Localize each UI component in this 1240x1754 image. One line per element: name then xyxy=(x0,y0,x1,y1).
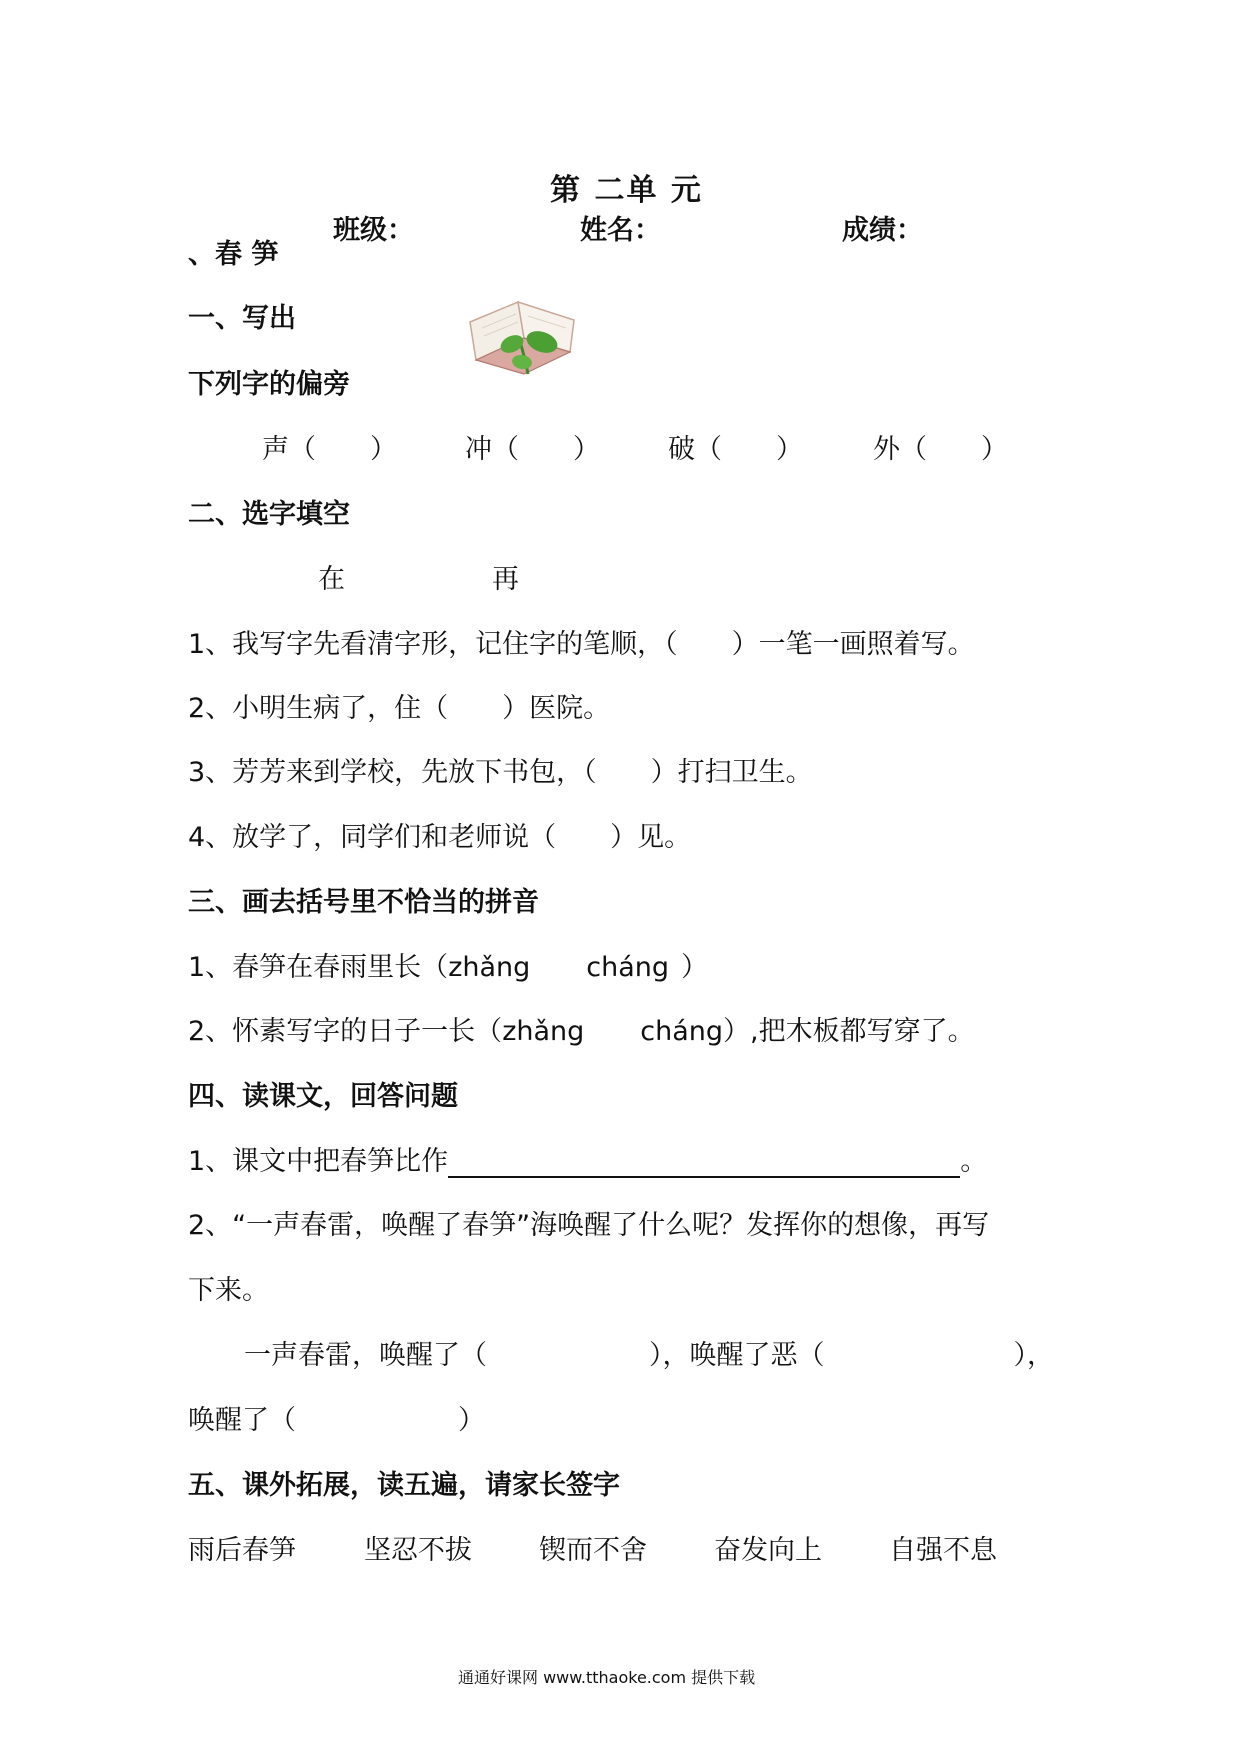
choice-word: 再 xyxy=(492,564,519,595)
question-line: 2、“一声春雷，唤醒了春笋”海唤醒了什么呢？发挥你的想像，再写 xyxy=(188,1210,990,1241)
score-label: 成绩： xyxy=(842,215,923,246)
question-text: 。 xyxy=(960,1146,988,1177)
book-with-leaves-icon xyxy=(462,292,582,380)
answer-blank[interactable] xyxy=(448,1150,960,1178)
fill-line: 唤醒了（ ） xyxy=(188,1405,485,1436)
pinyin-option: zhǎng xyxy=(502,1016,585,1047)
section-5-title: 五、课外拓展，读五遍，请家长签字 xyxy=(188,1470,620,1501)
question-line: 1、我写字先看清字形，记住字的笔顺，（ ）一笔一画照着写。 xyxy=(188,629,975,660)
pinyin-option: cháng xyxy=(586,952,670,983)
idiom: 坚忍不拔 xyxy=(364,1535,472,1566)
lesson-title: 、春 笋 xyxy=(188,239,279,270)
section-1-title: 一、写出 xyxy=(188,303,296,334)
question-line: 下来。 xyxy=(188,1275,269,1306)
pinyin-option: cháng xyxy=(640,1016,724,1047)
section-3-title: 三、画去括号里不恰当的拼音 xyxy=(188,887,539,918)
choice-word: 在 xyxy=(318,564,345,595)
pinyin-question-2 xyxy=(188,1009,975,1048)
question-text: 1、课文中把春笋比作 xyxy=(188,1146,449,1177)
name-label: 姓名： xyxy=(580,215,661,246)
section-1-subtitle: 下列字的偏旁 xyxy=(188,369,350,400)
idiom: 锲而不舍 xyxy=(539,1535,647,1566)
radical-item: 外（ ） xyxy=(873,434,1008,465)
page-title: 第 二单 元 xyxy=(550,173,703,208)
class-label: 班级： xyxy=(333,215,414,246)
radical-item: 破（ ） xyxy=(668,434,803,465)
radical-item: 冲（ ） xyxy=(465,434,600,465)
radical-item: 声（ ） xyxy=(262,434,397,465)
question-line: 4、放学了，同学们和老师说（ ）见。 xyxy=(188,822,692,853)
comparison-question xyxy=(188,1139,987,1178)
section-2-title: 二、选字填空 xyxy=(188,499,350,530)
footer-text: 通通好课网 www.tthaoke.com 提供下载 xyxy=(458,1668,756,1687)
question-line: 3、芳芳来到学校，先放下书包，（ ）打扫卫生。 xyxy=(188,757,813,788)
idiom: 奋发向上 xyxy=(714,1535,822,1566)
fill-line: 一声春雷，唤醒了（ ），唤醒了恶（ ）， xyxy=(244,1340,1054,1371)
question-text: 2、怀素写字的日子一长（ xyxy=(188,1016,503,1047)
idiom: 雨后春笋 xyxy=(188,1535,296,1566)
question-text: ） xyxy=(681,952,709,983)
question-text: ）,把木板都写穿了。 xyxy=(723,1016,975,1047)
question-line: 2、小明生病了，住（ ）医院。 xyxy=(188,693,611,724)
pinyin-question-1 xyxy=(188,945,708,984)
question-text: 1、春笋在春雨里长（ xyxy=(188,952,449,983)
pinyin-option: zhǎng xyxy=(448,952,531,983)
section-4-title: 四、读课文，回答问题 xyxy=(188,1081,458,1112)
idiom: 自强不息 xyxy=(889,1535,997,1566)
